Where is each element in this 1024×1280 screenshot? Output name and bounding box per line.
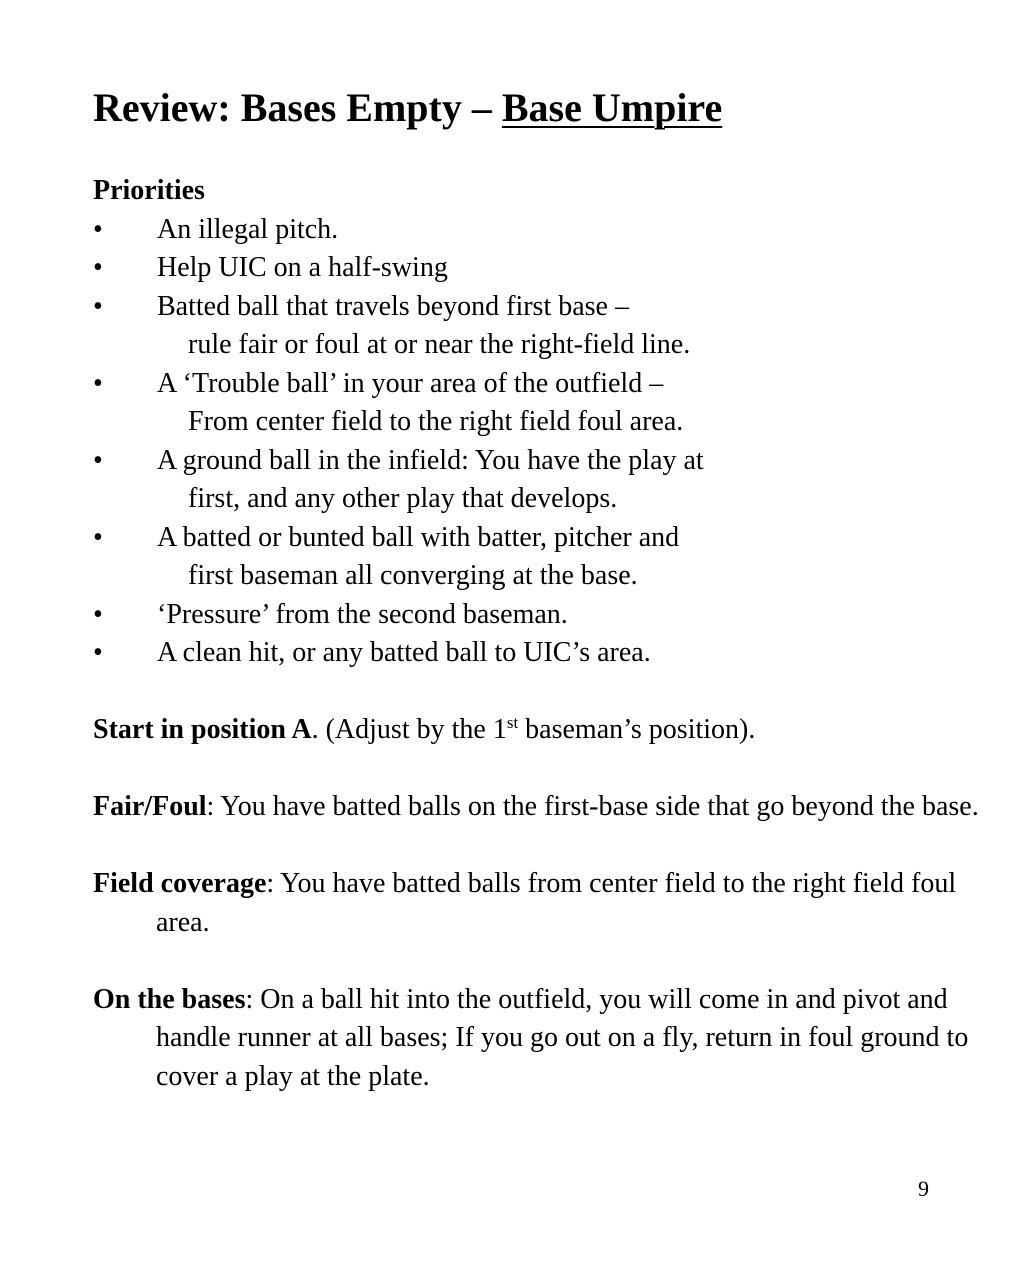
bullet-icon: •: [93, 598, 103, 630]
title-underlined-text: Base Umpire: [501, 85, 723, 130]
body-text: [93, 172, 993, 1096]
page-number: 9: [918, 1176, 929, 1201]
bullet-icon: •: [93, 213, 103, 245]
bullet-icon: •: [93, 252, 103, 283]
bullet-icon: •: [93, 521, 103, 553]
list-item-text: Batted ball that travels beyond first base –: [157, 290, 629, 322]
fair-foul-paragraph: [93, 788, 993, 827]
field-coverage-label: Field coverage: [93, 868, 267, 899]
bullet-icon: •: [93, 367, 103, 399]
list-item: [93, 365, 993, 442]
list-item-text: ‘Pressure’ from the second baseman.: [157, 598, 568, 630]
list-item-continuation: From center field to the right field foul area.: [188, 406, 684, 437]
priorities-list: [93, 211, 993, 673]
list-item: [93, 596, 993, 635]
list-item-continuation: rule fair or foul at or near the right-field line.: [188, 329, 691, 360]
on-the-bases-paragraph: [93, 981, 993, 1097]
list-item-text: Help UIC on a half-swing: [157, 252, 448, 283]
ordinal-suffix: st: [506, 713, 519, 732]
start-position-text-end: baseman’s position).: [518, 714, 756, 745]
start-position-paragraph: [93, 711, 993, 750]
title-prefix: Review: Bases Empty –: [93, 85, 502, 130]
start-position-label: Start in position A: [93, 714, 312, 745]
list-item-text: A clean hit, or any batted ball to UIC’s area.: [157, 637, 651, 668]
list-item-text: A ground ball in the infield: You have the play at: [157, 444, 704, 476]
start-position-text: . (Adjust by the 1: [311, 714, 507, 745]
priorities-heading: Priorities: [93, 175, 205, 206]
list-item-continuation: first baseman all converging at the base.: [188, 560, 638, 591]
list-item: [93, 249, 993, 288]
list-item-text: A batted or bunted ball with batter, pitcher and: [157, 521, 680, 553]
list-item: [93, 519, 993, 596]
list-item: [93, 288, 993, 365]
list-item-text: An illegal pitch.: [157, 213, 339, 245]
bullet-icon: •: [93, 444, 103, 476]
list-item: [93, 634, 993, 673]
fair-foul-label: Fair/Foul: [93, 791, 207, 822]
page-title: [93, 82, 722, 134]
list-item: [93, 442, 993, 519]
on-the-bases-text: : On a ball hit into the outfield, you will come in and pivot and handle runner at all bases; If you go out on a fly, return in foul ground to cover a play at the plate.: [156, 983, 969, 1092]
fair-foul-text: : You have batted balls on the first-base side that go beyond the base.: [206, 791, 979, 822]
field-coverage-paragraph: [93, 865, 993, 942]
field-coverage-text: : You have batted balls from center field to the right field foul area.: [156, 868, 957, 938]
list-item-text: A ‘Trouble ball’ in your area of the outfield –: [157, 367, 664, 399]
list-item: [93, 211, 993, 250]
bullet-icon: •: [93, 637, 103, 668]
list-item-continuation: first, and any other play that develops.: [188, 483, 618, 514]
on-the-bases-label: On the bases: [93, 983, 246, 1015]
bullet-icon: •: [93, 290, 103, 322]
